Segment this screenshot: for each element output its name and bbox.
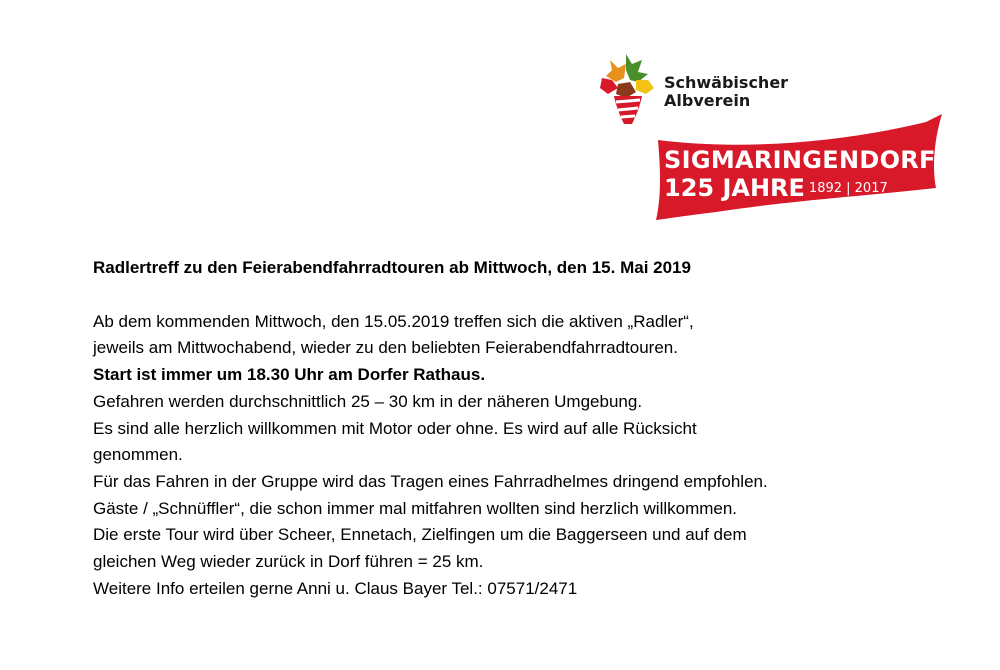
contact-line: Weitere Info erteilen gerne Anni u. Claus Bayer Tel.: 07571/2471	[93, 578, 578, 598]
text-line: Gäste / „Schnüffler“, die schon immer mal mitfahren wollten sind herzlich willkommen.	[93, 498, 738, 518]
org-name-line1: Schwäbischer	[664, 73, 789, 92]
banner-jahre: 125 JAHRE	[664, 174, 805, 202]
text-line: Ab dem kommenden Mittwoch, den 15.05.2019 treffen sich die aktiven „Radler“,	[93, 311, 694, 331]
text-line: jeweils am Mittwochabend, wieder zu den beliebten Feierabendfahrradtouren.	[93, 338, 678, 358]
text-line: Gefahren werden durchschnittlich 25 – 30 km in der näheren Umgebung.	[93, 391, 643, 411]
banner-text	[664, 146, 936, 203]
start-time-line: Start ist immer um 18.30 Uhr am Dorfer Rathaus.	[93, 365, 486, 385]
org-name	[664, 74, 788, 110]
banner-title: SIGMARINGENDORF	[664, 146, 936, 174]
text-line: Die erste Tour wird über Scheer, Ennetach, Zielfingen um die Baggerseen und auf dem	[93, 525, 747, 545]
headline: Radlertreff zu den Feierabendfahrradtouren ab Mittwoch, den 15. Mai 2019	[93, 258, 691, 277]
club-logo	[596, 50, 946, 225]
banner-subtitle	[664, 174, 936, 203]
text-line: Es sind alle herzlich willkommen mit Motor oder ohne. Es wird auf alle Rücksicht	[93, 418, 697, 438]
text-line: genommen.	[93, 445, 183, 465]
text-line: Für das Fahren in der Gruppe wird das Tragen eines Fahrradhelmes dringend empfohlen.	[93, 471, 768, 491]
banner-years: 1892 | 2017	[808, 181, 888, 196]
text-line: gleichen Weg wieder zurück in Dorf führen = 25 km.	[93, 552, 484, 572]
org-name-line2: Albverein	[664, 91, 751, 110]
announcement-text	[93, 309, 953, 603]
document-body	[93, 255, 953, 602]
